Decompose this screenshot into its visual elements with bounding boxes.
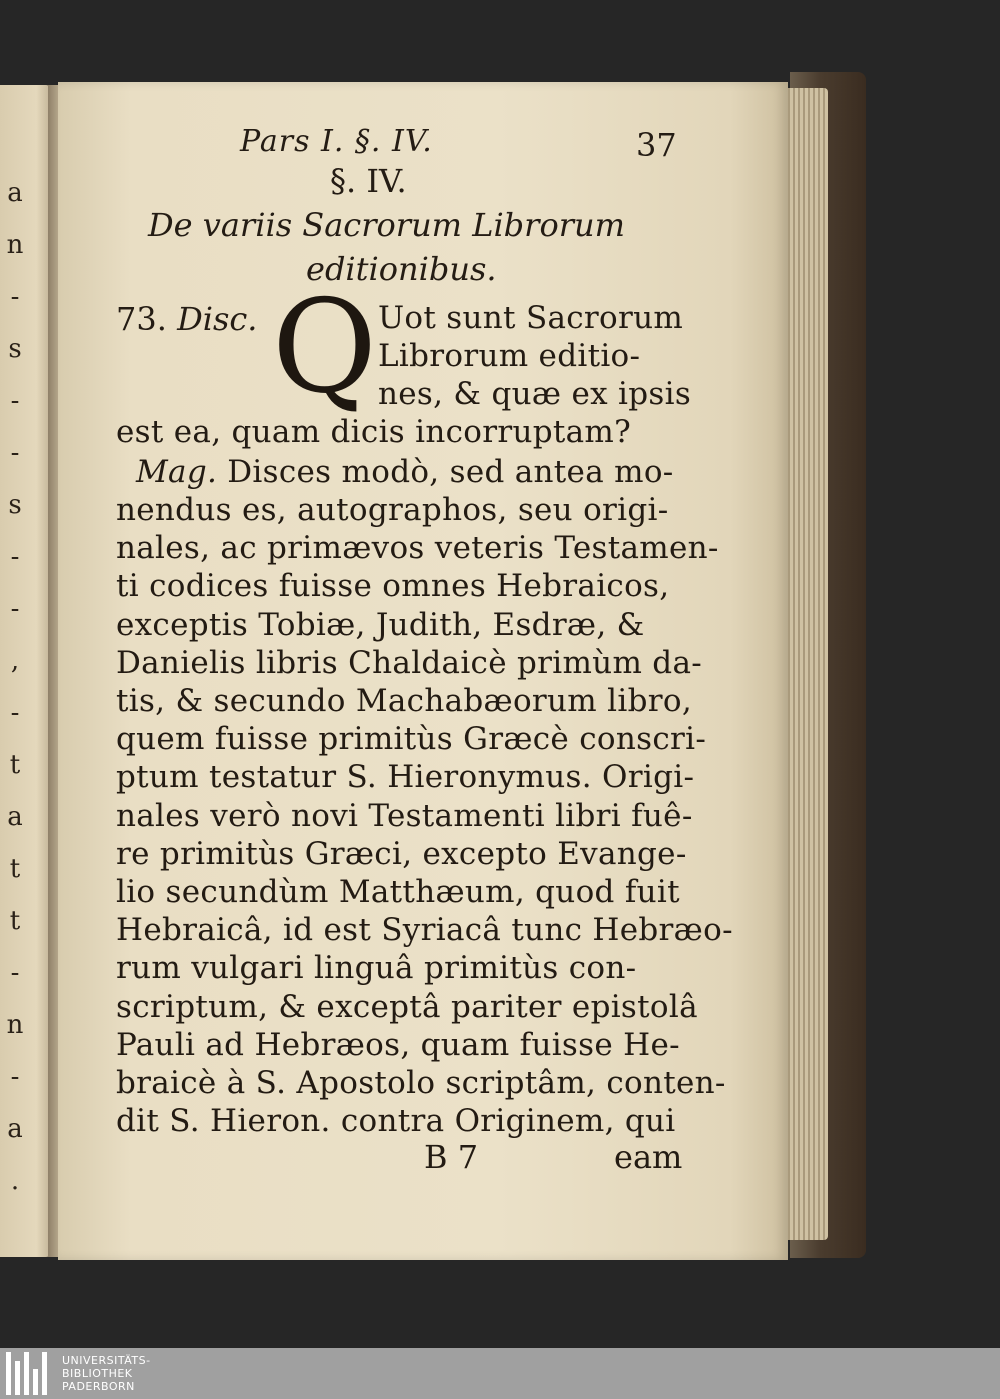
question-line-3: nes, & quæ ex ipsis (378, 376, 692, 412)
question-speaker: Disc. (177, 300, 258, 338)
catchword: eam (614, 1138, 683, 1176)
body-line: nales, ac primævos veteris Testamen- (116, 530, 719, 567)
answer-first-text: Disces modò, sed antea mo- (227, 454, 674, 490)
section-title-line-1: De variis Sacrorum Librorum (148, 206, 625, 244)
previous-page-glyph: - (10, 958, 20, 988)
previous-page-glyph: t (9, 750, 21, 780)
previous-page-glyph: - (10, 1062, 20, 1092)
body-line: lio secundùm Matthæum, quod fuit (116, 874, 680, 910)
previous-page-glyph: t (9, 906, 21, 936)
library-logo-icon (6, 1352, 50, 1395)
signature-mark: B 7 (424, 1138, 479, 1176)
body-line: dit S. Hieron. contra Originem, qui (116, 1103, 676, 1140)
previous-page (0, 85, 52, 1257)
previous-page-glyph: - (10, 282, 20, 312)
section-title-line-2: editionibus. (306, 250, 497, 288)
body-line: ti codices fuisse omnes Hebraicos, (116, 568, 670, 605)
question-line-4: est ea, quam dicis incorruptam? (116, 414, 632, 450)
question-number: 73. (116, 300, 167, 338)
body-line: braicè à S. Apostolo scriptâm, conten- (116, 1065, 726, 1101)
previous-page-glyph: , (10, 646, 20, 676)
previous-page-glyph: a (7, 178, 23, 208)
running-head: Pars I. §. IV. (240, 124, 433, 159)
body-line: Pauli ad Hebræos, quam fuisse He- (116, 1026, 680, 1063)
footer-bar (0, 1348, 1000, 1399)
previous-page-glyph: . (10, 1166, 20, 1196)
question-line-2: Librorum editio- (378, 338, 641, 374)
drop-initial: Q (272, 273, 377, 422)
answer-first-line (136, 454, 674, 490)
previous-page-glyph: s (8, 490, 22, 520)
body-line: quem fuisse primitùs Græcè conscri- (116, 721, 707, 758)
page-number: 37 (636, 126, 677, 164)
logo-line-1: UNIVERSITÄTS- (62, 1354, 151, 1367)
previous-page-glyph: n (6, 1010, 24, 1040)
logo-line-2: BIBLIOTHEK (62, 1367, 133, 1380)
previous-page-glyph: - (10, 594, 20, 624)
body-line: Danielis libris Chaldaicè primùm da- (116, 644, 702, 681)
body-line: scriptum, & exceptâ pariter epistolâ (116, 988, 698, 1025)
section-heading: §. IV. (330, 162, 407, 200)
library-logo-text (62, 1354, 151, 1393)
body-line: Hebraicâ, id est Syriacâ tunc Hebræo- (116, 912, 733, 949)
question-label (116, 300, 257, 338)
previous-page-glyph: a (7, 1114, 23, 1144)
previous-page-glyph: - (10, 542, 20, 572)
previous-page-glyph: - (10, 438, 20, 468)
body-line: rum vulgari linguâ primitùs con- (116, 950, 637, 987)
logo-line-3: PADERBORN (62, 1380, 135, 1393)
body-line: tis, & secundo Machabæorum libro, (116, 683, 692, 719)
answer-speaker: Mag. (136, 454, 218, 490)
body-line: nendus es, autographos, seu origi- (116, 492, 669, 528)
question-line-1: Uot sunt Sacrorum (378, 300, 684, 336)
body-line: nales verò novi Testamenti libri fuê- (116, 797, 693, 834)
body-line: ptum testatur S. Hieronymus. Origi- (116, 759, 695, 796)
previous-page-glyph: s (8, 334, 22, 364)
body-line: re primitùs Græci, excepto Evange- (116, 835, 687, 872)
previous-page-glyph: - (10, 698, 20, 728)
body-line: exceptis Tobiæ, Judith, Esdræ, & (116, 606, 645, 643)
previous-page-glyph: a (7, 802, 23, 832)
previous-page-glyph: t (9, 854, 21, 884)
previous-page-glyph: - (10, 386, 20, 416)
previous-page-glyph: n (6, 230, 24, 260)
